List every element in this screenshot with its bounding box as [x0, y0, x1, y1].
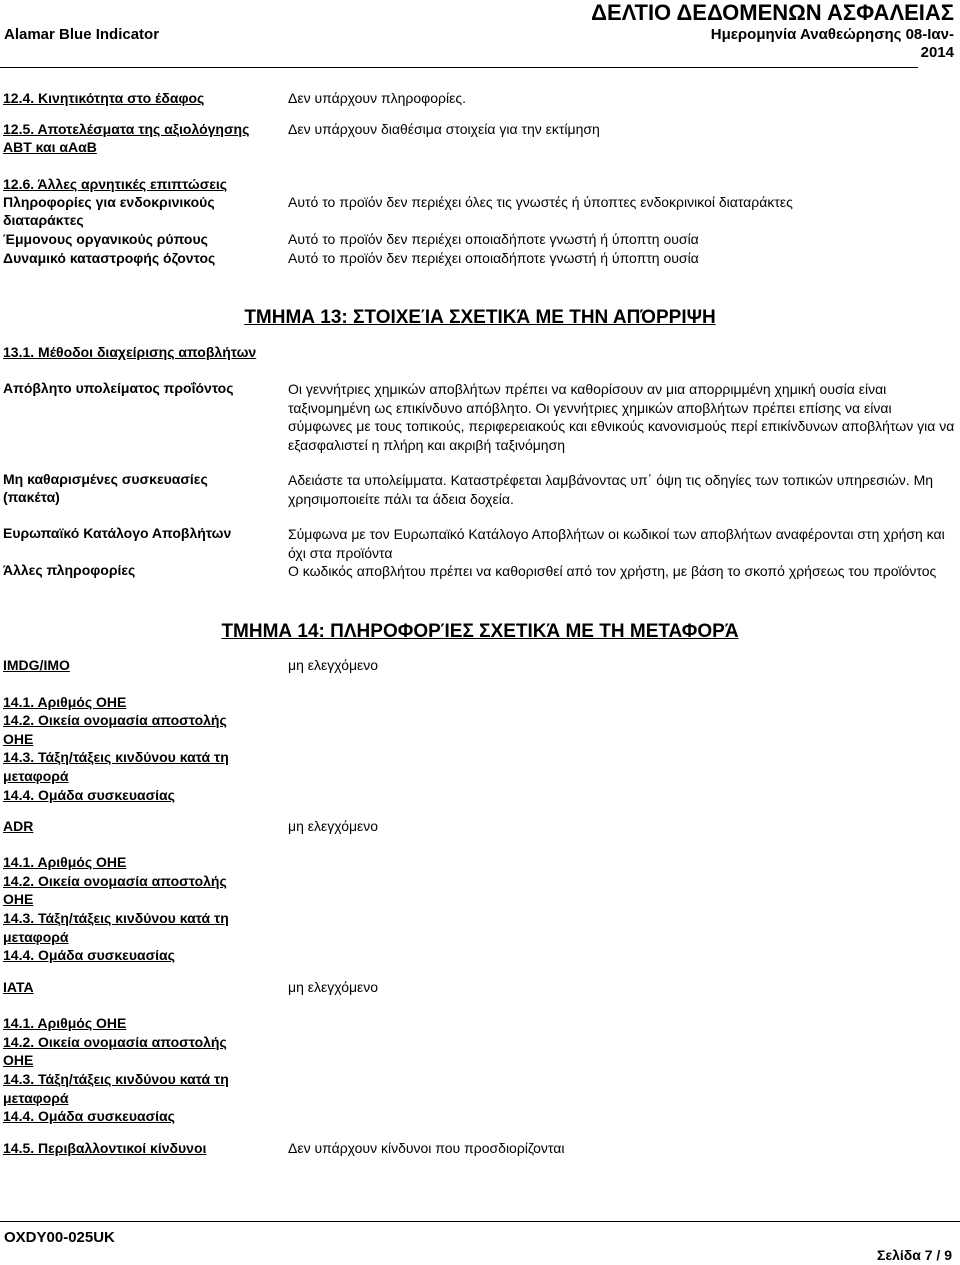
- ozone-value: Αυτό το προϊόν δεν περιέχει οποιαδήποτε γνωστή ή ύποπτη ουσία: [288, 250, 699, 266]
- page-number: Σελίδα 7 / 9: [877, 1247, 952, 1263]
- endocrine-value: Αυτό το προϊόν δεν περιέχει όλες τις γνωστές ή ύποπτες ενδοκρινικοί διαταράκτες: [288, 194, 793, 210]
- adr-packing-group: 14.4. Ομάδα συσκευασίας: [3, 947, 175, 963]
- mode-iata-label: IATA: [3, 979, 34, 995]
- document-code: OXDY00-025UK: [4, 1229, 115, 1246]
- iata-un-number: 14.1. Αριθμός ΟΗΕ: [3, 1015, 127, 1031]
- ewc-value: Σύμφωνα με τον Ευρωπαϊκό Κατάλογο Αποβλήτων οι κωδικοί των αποβλήτων αναφέρονται στη χρήση και όχι στα προϊόντα: [288, 526, 945, 561]
- s12-6-label: 12.6. Άλλες αρνητικές επιπτώσεις: [3, 176, 228, 192]
- footer-divider: [0, 1221, 960, 1222]
- endocrine-label-2: διαταράκτες: [3, 212, 84, 228]
- s12-4-value: Δεν υπάρχουν πληροφορίες.: [288, 90, 466, 106]
- header-divider: [0, 67, 918, 68]
- imdg-shipping-name-2: ΟΗΕ: [3, 731, 34, 747]
- revision-year: 2014: [920, 44, 954, 61]
- s12-5-label-2: ΑΒΤ και αΑαΒ: [3, 139, 97, 155]
- iata-packing-group: 14.4. Ομάδα συσκευασίας: [3, 1108, 175, 1124]
- imdg-shipping-name-1: 14.2. Οικεία ονομασία αποστολής: [3, 712, 227, 728]
- waste-residue-value: Οι γεννήτριες χημικών αποβλήτων πρέπει να καθορίσουν αν μια απορριμμένη χημική ουσία είναι ταξινομημένη ως επικίνδυνο απόβλητο. Οι γεννήτριες χημικών αποβλήτων πρέπει επίσης να είναι σύμφωνες με τους τοπικούς, περιφερειακούς και εθνικούς κανονισμούς περί επικίνδυνων αποβλήτων για να εξασφαλιστεί η πλήρη και ακριβή ταξινόμηση: [288, 381, 955, 453]
- iata-shipping-name-1: 14.2. Οικεία ονομασία αποστολής: [3, 1034, 227, 1050]
- section-14-title: ΤΜΗΜΑ 14: ΠΛΗΡΟΦΟΡΊΕΣ ΣΧΕΤΙΚΆ ΜΕ ΤΗ ΜΕΤΑΦΟΡΆ: [221, 621, 739, 642]
- imdg-hazard-class-1: 14.3. Τάξη/τάξεις κινδύνου κατά τη: [3, 749, 229, 765]
- adr-un-number: 14.1. Αριθμός ΟΗΕ: [3, 854, 127, 870]
- adr-shipping-name-1: 14.2. Οικεία ονομασία αποστολής: [3, 873, 227, 889]
- imdg-hazard-class-2: μεταφορά: [3, 768, 69, 784]
- env-hazards-label: 14.5. Περιβαλλοντικοί κίνδυνοι: [3, 1140, 207, 1156]
- packaging-value: Αδειάστε τα υπολείμματα. Καταστρέφεται λαμβάνοντας υπ΄ όψη τις οδηγίες των τοπικών υπηρεσιών. Μη χρησιμοποιείτε πάλι τα άδεια δοχεία.: [288, 472, 934, 507]
- adr-status: μη ελεγχόμενο: [288, 818, 379, 834]
- adr-shipping-name-2: ΟΗΕ: [3, 891, 34, 907]
- revision-date: Ημερομηνία Αναθεώρησης 08-Ιαν-: [710, 26, 954, 43]
- imdg-status: μη ελεγχόμενο: [288, 657, 379, 673]
- iata-hazard-class-1: 14.3. Τάξη/τάξεις κινδύνου κατά τη: [3, 1071, 229, 1087]
- imdg-packing-group: 14.4. Ομάδα συσκευασίας: [3, 787, 175, 803]
- ozone-label: Δυναμικό καταστροφής όζοντος: [3, 250, 216, 266]
- adr-hazard-class-2: μεταφορά: [3, 929, 69, 945]
- adr-hazard-class-1: 14.3. Τάξη/τάξεις κινδύνου κατά τη: [3, 910, 229, 926]
- iata-status: μη ελεγχόμενο: [288, 979, 379, 995]
- packaging-label-2: (πακέτα): [3, 489, 60, 505]
- s12-4-label: 12.4. Κινητικότητα στο έδαφος: [3, 90, 205, 106]
- pop-value: Αυτό το προϊόν δεν περιέχει οποιαδήποτε γνωστή ή ύποπτη ουσία: [288, 231, 699, 247]
- s12-5-label-1: 12.5. Αποτελέσματα της αξιολόγησης: [3, 121, 250, 137]
- mode-imdg-label: IMDG/IMO: [3, 657, 70, 673]
- iata-shipping-name-2: ΟΗΕ: [3, 1052, 34, 1068]
- waste-residue-label: Απόβλητο υπολείματος προΐόντος: [3, 380, 234, 396]
- other-info-value: Ο κωδικός αποβλήτου πρέπει να καθορισθεί από τον χρήστη, με βάση το σκοπό χρήσεως του προϊόντος: [288, 563, 937, 579]
- product-name: Alamar Blue Indicator: [4, 26, 160, 43]
- ewc-label: Ευρωπαϊκό Κατάλογο Αποβλήτων: [3, 525, 232, 541]
- endocrine-label-1: Πληροφορίες για ενδοκρινικούς: [3, 194, 215, 210]
- s12-5-value: Δεν υπάρχουν διαθέσιμα στοιχεία για την εκτίμηση: [288, 121, 600, 137]
- mode-adr-label: ADR: [3, 818, 34, 834]
- iata-hazard-class-2: μεταφορά: [3, 1090, 69, 1106]
- pop-label: Έμμονους οργανικούς ρύπους: [3, 231, 208, 247]
- env-hazards-value: Δεν υπάρχουν κίνδυνοι που προσδιορίζονται: [288, 1140, 565, 1156]
- packaging-label-1: Μη καθαρισμένες συσκευασίες: [3, 471, 208, 487]
- other-info-label: Άλλες πληροφορίες: [3, 562, 136, 578]
- imdg-un-number: 14.1. Αριθμός ΟΗΕ: [3, 694, 127, 710]
- s13-1-heading: 13.1. Μέθοδοι διαχείρισης αποβλήτων: [3, 344, 257, 360]
- section-13-title: ΤΜΗΜΑ 13: ΣΤΟΙΧΕΊΑ ΣΧΕΤΙΚΆ ΜΕ ΤΗΝ ΑΠΌΡΡΙΨΗ: [244, 307, 716, 328]
- document-title: ΔΕΛΤΙΟ ΔΕΔΟΜΕΝΩΝ ΑΣΦΑΛΕΙΑΣ: [591, 0, 954, 25]
